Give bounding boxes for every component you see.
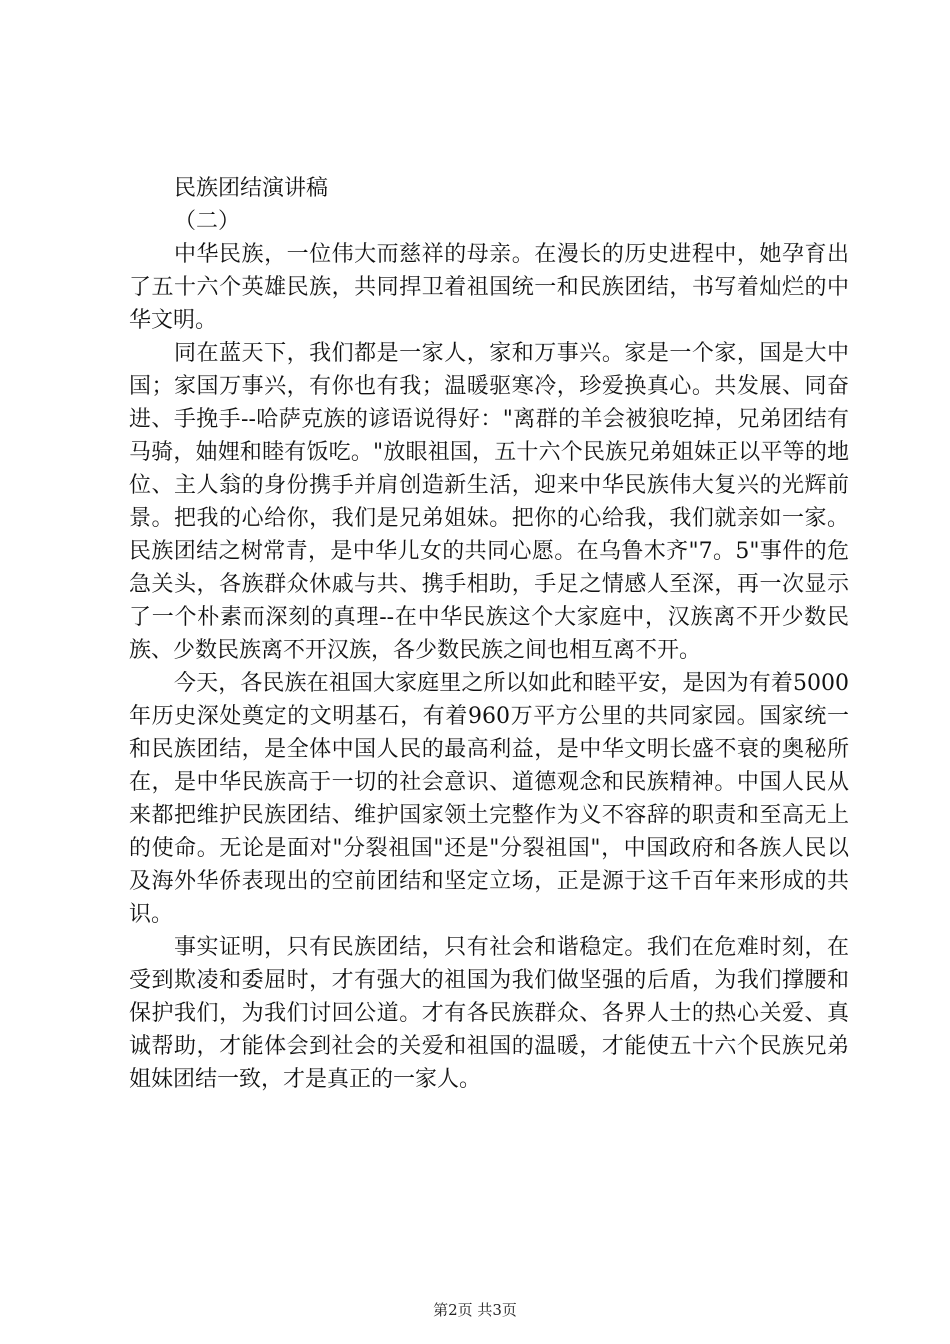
page-footer: 第2页 共3页: [433, 1301, 517, 1319]
document-subtitle: （二）: [174, 209, 241, 234]
document-title: 民族团结演讲稿: [174, 176, 329, 201]
paragraph: 今天，各民族在祖国大家庭里之所以如此和睦平安，是因为有着5000年历史深处奠定的文明基石，有着960万平方公里的共同家园。国家统一和民族团结，是全体中国人民的最高利益，是中华文明长盛不衰的奥秘所在，是中华民族高于一切的社会意识、道德观念和民族精神。中国人民从来都把维护民族团结、维护国家领土完整作为义不容辞的职责和至高无上的使命。无论是面对"分裂祖国"还是"分裂祖国"，中国政府和各族人民以及海外华侨表现出的空前团结和坚定立场，正是源于这千百年来形成的共识。: [129, 671, 849, 927]
document-body: [129, 172, 849, 1096]
paragraph: 同在蓝天下，我们都是一家人，家和万事兴。家是一个家，国是大中国；家国万事兴，有你也有我；温暖驱寒冷，珍爱换真心。共发展、同奋进、手挽手--哈萨克族的谚语说得好："离群的羊会被狼吃掉，兄弟团结有马骑，妯娌和睦有饭吃。"放眼祖国，五十六个民族兄弟姐妹正以平等的地位、主人翁的身份携手并肩创造新生活，迎来中华民族伟大复兴的光辉前景。把我的心给你，我们是兄弟姐妹。把你的心给我，我们就亲如一家。民族团结之树常青，是中华儿女的共同心愿。在乌鲁木齐"7。5"事件的危急关头，各族群众休戚与共、携手相助，手足之情感人至深，再一次显示了一个朴素而深刻的真理--在中华民族这个大家庭中，汉族离不开少数民族、少数民族离不开汉族，各少数民族之间也相互离不开。: [129, 341, 849, 663]
paragraph: 中华民族，一位伟大而慈祥的母亲。在漫长的历史进程中，她孕育出了五十六个英雄民族，共同捍卫着祖国统一和民族团结，书写着灿烂的中华文明。: [129, 242, 849, 333]
paragraph: 事实证明，只有民族团结，只有社会和谐稳定。我们在危难时刻，在受到欺凌和委屈时，才有强大的祖国为我们做坚强的后盾，为我们撑腰和保护我们，为我们讨回公道。才有各民族群众、各界人士的热心关爱、真诚帮助，才能体会到社会的关爱和祖国的温暖，才能使五十六个民族兄弟姐妹团结一致，才是真正的一家人。: [129, 935, 849, 1092]
